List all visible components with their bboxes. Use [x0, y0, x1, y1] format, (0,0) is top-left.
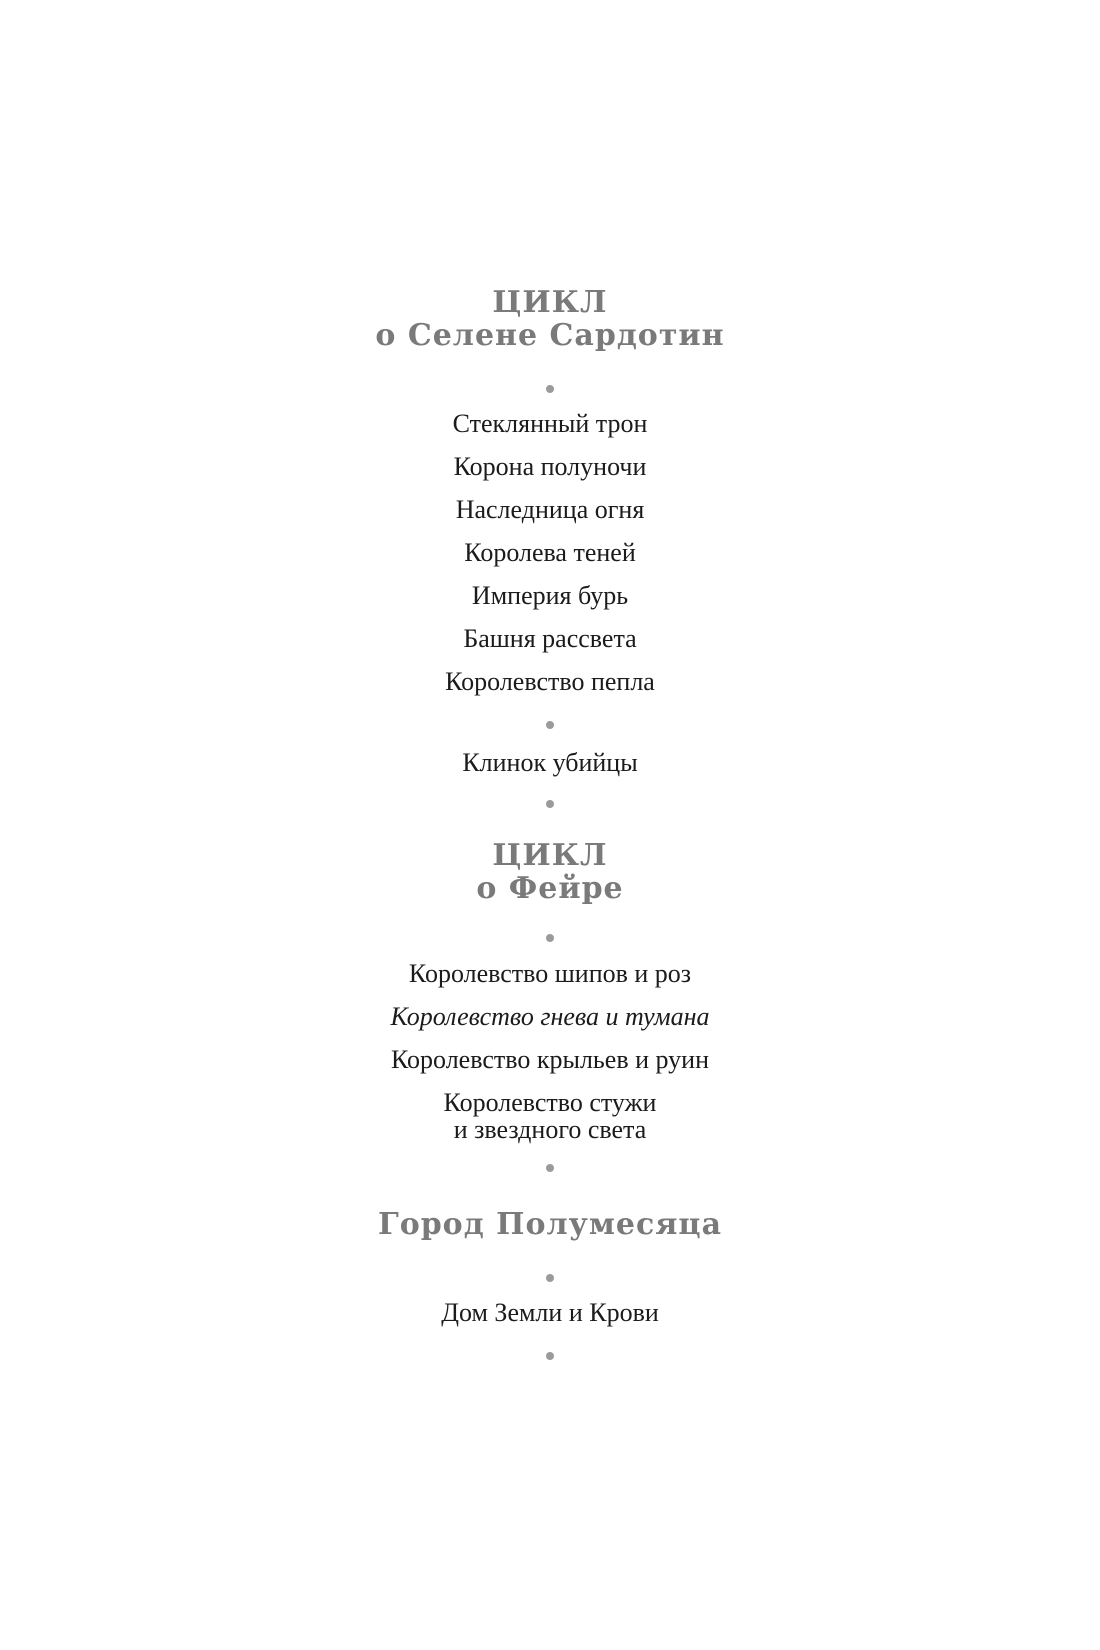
series-title-selena-line1: ЦИКЛ — [492, 285, 608, 320]
book-title: Королевство крыльев и руин — [391, 1045, 709, 1074]
book-title: Империя бурь — [471, 581, 629, 610]
separator-dot — [546, 800, 554, 808]
book-title: Королева теней — [464, 538, 636, 567]
separator-dot — [546, 385, 554, 393]
separator-dot — [546, 934, 554, 942]
book-title-italic: Королевство гнева и тумана — [390, 1002, 710, 1031]
book-title-line2: и звездного света — [453, 1115, 647, 1144]
book-title: Корона полуночи — [453, 452, 647, 481]
book-title: Дом Земли и Крови — [441, 1298, 659, 1327]
book-title: Клинок убийцы — [462, 748, 638, 777]
separator-dot — [546, 1274, 554, 1282]
series-title-feyre-line2: о Фейре — [476, 871, 624, 906]
book-title: Королевство пепла — [445, 667, 655, 696]
book-title: Королевство шипов и роз — [408, 959, 692, 988]
series-title-feyre-line1: ЦИКЛ — [492, 838, 608, 873]
book-title: Башня рассвета — [463, 624, 637, 653]
book-title: Стеклянный трон — [452, 409, 648, 438]
separator-dot — [546, 1352, 554, 1360]
book-title-line1: Королевство стужи — [443, 1088, 657, 1117]
series-title-selena-line2: о Селене Сардотин — [375, 318, 725, 353]
separator-dot — [546, 1164, 554, 1172]
series-title-crescent-city: Город Полумесяца — [377, 1207, 723, 1242]
separator-dot — [546, 721, 554, 729]
book-title: Наследница огня — [455, 495, 645, 524]
